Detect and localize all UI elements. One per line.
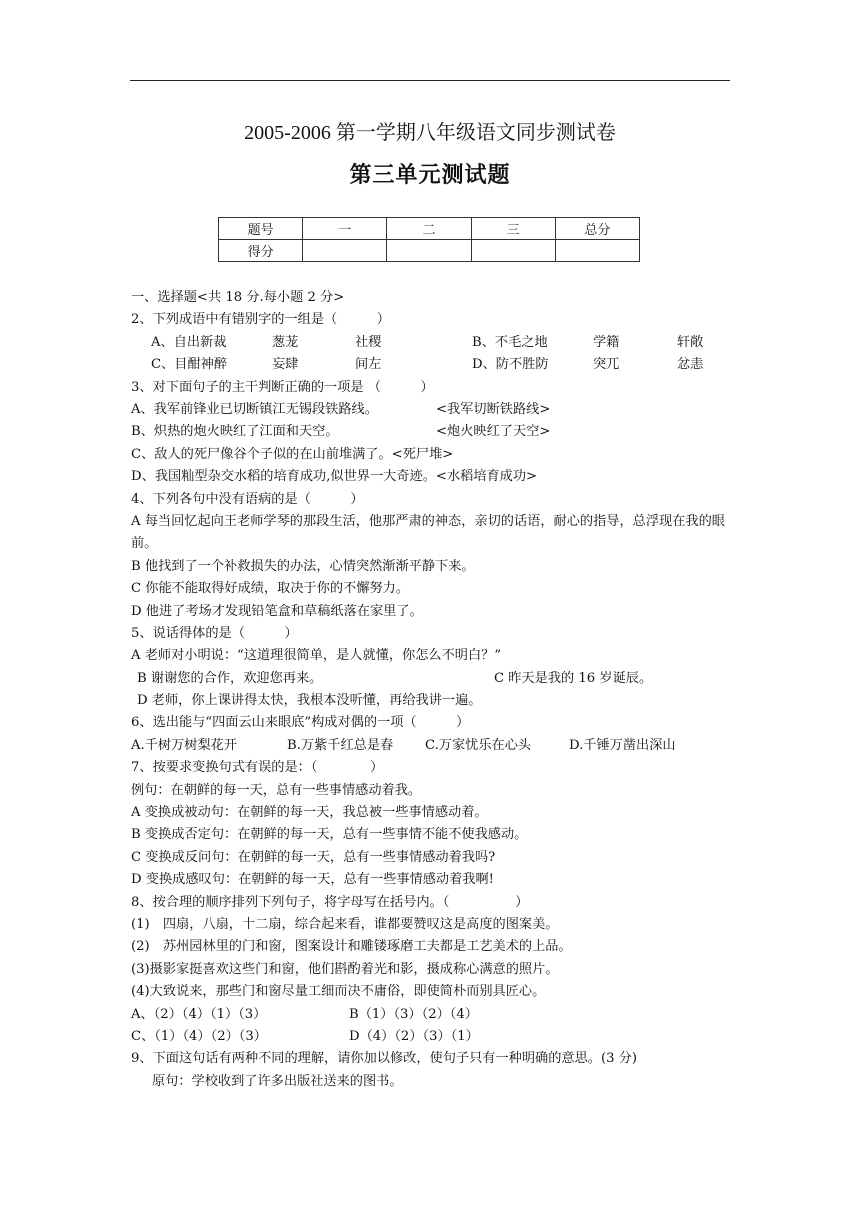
question-7-option-c: C 变换成反问句：在朝鲜的每一天，总有一些事情感动着我吗? <box>131 849 496 865</box>
q3-option-a-text: A、我军前锋业已切断镇江无锡段铁路线。 <box>131 401 378 417</box>
question-3-option-a <box>131 399 741 421</box>
q2-option-c-word: 妄肆 <box>272 357 299 373</box>
question-8-sentence-3: (3)摄影家挺喜欢这些门和窗，他们斟酌着光和影，摄成称心满意的照片。 <box>131 961 559 977</box>
q2-option-a-word: 葱茏 <box>272 334 299 350</box>
question-8-sentence-1: (1) 四扇，八扇，十二扇，综合起来看，谁都要赞叹这是高度的图案美。 <box>131 916 559 932</box>
q6-option-a: A.千树万树梨花开 <box>131 737 238 753</box>
score-header-cell: 总分 <box>555 218 639 240</box>
question-4-option-b: B 他找到了一个补救损失的办法，心情突然渐渐平静下来。 <box>131 558 475 574</box>
question-2-stem: 2、下列成语中有错别字的一组是（ ） <box>131 312 390 328</box>
question-8-stem: 8、按合理的顺序排列下列句子，将字母写在括号内。（ ） <box>131 894 529 910</box>
q2-option-d: D、防不胜防 <box>472 357 549 373</box>
q2-option-a: A、自出新裁 <box>151 334 227 350</box>
score-header-cell: 二 <box>387 218 471 240</box>
question-8-sentence-2: (2) 苏州园林里的门和窗，图案设计和雕镂琢磨工夫都是工艺美术的上品。 <box>131 939 572 955</box>
exam-content <box>131 287 741 1093</box>
q6-option-d: D.千锤万凿出深山 <box>569 737 676 753</box>
question-7-stem: 7、按要求变换句式有误的是：（ ） <box>131 760 384 776</box>
q2-option-b: B、不毛之地 <box>472 334 548 350</box>
q2-option-d-word: 忿恚 <box>677 357 704 373</box>
q2-option-c: C、目酣神醉 <box>151 357 228 373</box>
score-header-cell: 一 <box>303 218 387 240</box>
question-6-options <box>131 735 741 757</box>
q5-option-c: C 昨天是我的 16 岁诞辰。 <box>494 670 653 686</box>
question-9-stem: 9、下面这句话有两种不同的理解，请你加以修改，使句子只有一种明确的意思。(3 分) <box>131 1051 638 1067</box>
unit-subtitle: 第三单元测试题 <box>349 163 511 188</box>
question-5-stem: 5、说话得体的是（ ） <box>131 625 298 641</box>
question-2-options-cd <box>131 354 741 376</box>
question-8-options-cd <box>131 1026 741 1048</box>
question-7-option-a: A 变换成被动句：在朝鲜的每一天，我总被一些事情感动着。 <box>131 805 488 821</box>
question-3-option-b <box>131 421 741 443</box>
exam-title: 2005-2006 第一学期八年级语文同步测试卷 <box>244 122 616 144</box>
section-heading: 一、选择题<共 18 分.每小题 2 分> <box>131 290 345 305</box>
q3-option-b-answer: <炮火映红了天空> <box>436 424 551 440</box>
question-5-option-a: A 老师对小明说：“这道理很简单，是人就懂，你怎么不明白？” <box>131 648 502 664</box>
q2-option-c-word: 间左 <box>355 357 382 373</box>
question-8-options-ab <box>131 1004 741 1026</box>
score-table-score-row <box>219 240 640 262</box>
q6-option-b: B.万紫千红总是春 <box>287 737 394 753</box>
question-4-option-a: A 每当回忆起向王老师学琴的那段生活，他那严肃的神态，亲切的话语，耐心的指导，总浮现在我的眼前。 <box>131 513 725 552</box>
score-cell-2[interactable] <box>387 240 471 262</box>
question-3-stem: 3、对下面句子的主干判断正确的一项是 （ ） <box>131 379 434 395</box>
score-cell-total[interactable] <box>555 240 639 262</box>
question-5-options-bc <box>131 668 741 690</box>
q3-option-a-answer: <我军切断铁路线> <box>436 401 551 417</box>
question-3-option-d: D、我国籼型杂交水稻的培育成功,似世界一大奇迹。<水稻培育成功> <box>131 469 538 485</box>
question-2-options-ab <box>131 332 741 354</box>
score-header-cell: 三 <box>471 218 555 240</box>
question-3-option-c: C、敌人的死尸像谷个子似的在山前堆满了。<死尸堆> <box>131 446 454 462</box>
question-6-stem: 6、选出能与“四面云山来眼底”构成对偶的一项（ ） <box>131 715 470 731</box>
q8-option-d: D（4）（2）（3）（1） <box>349 1028 479 1044</box>
question-4-option-c: C 你能不能取得好成绩，取决于你的不懈努力。 <box>131 581 410 597</box>
q2-option-b-word: 轩敞 <box>677 334 704 350</box>
q3-option-b-text: B、炽热的炮火映红了江面和天空。 <box>131 424 339 440</box>
question-9-original-sentence: 原句：学校收到了许多出版社送来的图书。 <box>152 1073 403 1089</box>
q2-option-d-word: 突兀 <box>593 357 620 373</box>
q8-option-a: A、（2）（4）（1）（3） <box>131 1006 267 1022</box>
score-cell-3[interactable] <box>471 240 555 262</box>
score-table <box>218 217 640 262</box>
q2-option-b-word: 学籍 <box>593 334 620 350</box>
q6-option-c: C.万家忧乐在心头 <box>425 737 532 753</box>
score-cell-1[interactable] <box>303 240 387 262</box>
question-5-option-d: D 老师，你上课讲得太快，我根本没听懂，再给我讲一遍。 <box>137 693 482 709</box>
question-7-example: 例句：在朝鲜的每一天，总有一些事情感动着我。 <box>131 782 422 798</box>
score-header-cell: 题号 <box>219 218 303 240</box>
score-table-header-row <box>219 218 640 240</box>
question-7-option-b: B 变换成否定句：在朝鲜的每一天，总有一些事情不能不使我感动。 <box>131 827 528 843</box>
question-4-option-d: D 他进了考场才发现铅笔盒和草稿纸落在家里了。 <box>131 603 423 619</box>
q2-option-a-word: 社稷 <box>355 334 382 350</box>
question-8-sentence-4: (4)大致说来，那些门和窗尽量工细而决不庸俗，即使简朴而别具匠心。 <box>131 984 546 1000</box>
q8-option-c: C、（1）（4）（2）（3） <box>131 1028 267 1044</box>
q5-option-b: B 谢谢您的合作，欢迎您再来。 <box>137 670 323 686</box>
score-row-label: 得分 <box>219 240 303 262</box>
top-rule <box>130 80 730 81</box>
question-4-stem: 4、下列各句中没有语病的是（ ） <box>131 491 364 507</box>
question-7-option-d: D 变换成感叹句：在朝鲜的每一天，总有一些事情感动着我啊! <box>131 872 494 888</box>
q8-option-b: B（1）（3）（2）（4） <box>349 1006 478 1022</box>
